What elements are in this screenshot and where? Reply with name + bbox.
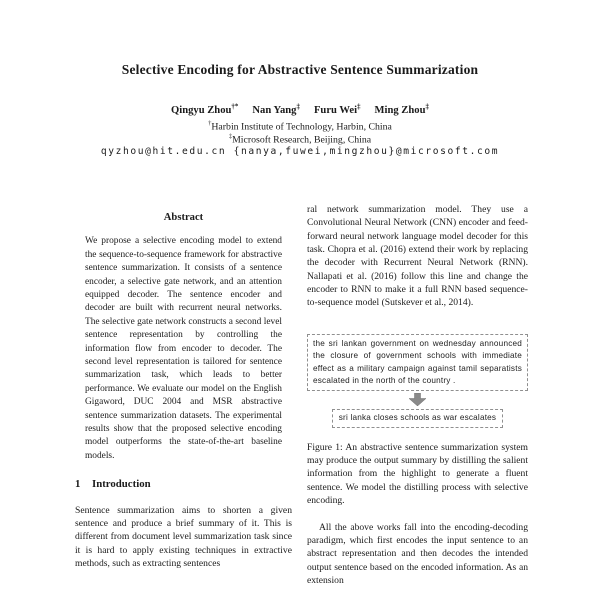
section-number: 1	[75, 478, 81, 491]
affiliation-1	[0, 120, 600, 132]
introduction-paragraph: Sentence summarization aims to shorten a given sentence and produce a brief summary of it. This is different from document level summarization task since it is hard to apply existing techniques in extractive methods, such as extracting sentences	[75, 504, 292, 569]
figure-1-caption: Figure 1: An abstractive sentence summarization system may produce the output summary by distilling the salient information from the highlight to generate a fluent sentence. We model the distilling process with selective encoding.	[307, 441, 528, 507]
section-heading-introduction	[75, 478, 292, 491]
encoding-decoding-paragraph: All the above works fall into the encoding-decoding paradigm, which first encodes the input sentence to an abstract representation and then decodes the intended output sentence based on the encoded information. As an extension	[307, 521, 528, 586]
paper-title: Selective Encoding for Abstractive Sentence Summarization	[121, 62, 479, 77]
author-1	[171, 102, 239, 116]
figure-1	[307, 334, 528, 428]
figure-source-sentence-box: the sri lankan government on wednesday announced the closure of government schools with immediate effect as a military campaign against tamil separatists escalated in the north of the country .	[307, 334, 528, 392]
email-line: qyzhou@hit.edu.cn {nanya,fuwei,mingzhou}@microsoft.com	[100, 146, 500, 157]
abstract-heading: Abstract	[163, 212, 204, 223]
figure-summary-sentence-box: sri lanka closes schools as war escalates	[332, 409, 503, 427]
author-4	[374, 102, 429, 116]
related-work-paragraph: ral network summarization model. They use a Convolutional Neural Network (CNN) encoder and feed-forward neural network language model decoder for this task. Chopra et al. (2016) extend their work by replacing the decoder with Recurrent Neural Network (RNN). Nallapati et al. (2016) follow this line and change the encoder to RNN to make it a full RNN based sequence-to-sequence model (Sutskever et al., 2014).	[307, 204, 528, 309]
author-3	[313, 102, 361, 116]
author-3-name: Furu Wei	[313, 104, 358, 116]
affiliation-2-mark: ‡	[228, 133, 233, 140]
affiliation-2	[0, 133, 600, 145]
author-2-affiliation-mark: ‡	[296, 102, 300, 110]
author-1-affiliation-mark: †*	[231, 102, 239, 110]
figure-summary-row	[307, 409, 528, 427]
author-line	[0, 102, 600, 116]
affiliation-1-mark: †	[208, 120, 212, 127]
author-3-affiliation-mark: ‡	[357, 102, 361, 110]
affiliation-1-text: Harbin Institute of Technology, Harbin, China	[211, 121, 392, 133]
author-2	[252, 102, 300, 116]
right-column	[307, 203, 528, 587]
author-4-name: Ming Zhou	[374, 104, 426, 116]
author-2-name: Nan Yang	[252, 104, 297, 116]
section-title: Introduction	[92, 478, 151, 491]
left-column	[75, 207, 292, 570]
down-arrow-icon	[409, 393, 426, 406]
affiliation-2-text: Microsoft Research, Beijing, China	[232, 134, 372, 146]
abstract-text: We propose a selective encoding model to extend the sequence-to-sequence framework for abstractive sentence summarization. It consists of a sentence encoder, a selective gate network, and an attention equipped decoder. The sentence encoder and decoder are built with recurrent neural networks. The selective gate network constructs a second level sentence representation by controlling the information flow from encoder to decoder. The second level representation is tailored for sentence summarization task, which leads to better performance. We evaluate our model on the English Gigaword, DUC 2004 and MSR abstractive sentence summarization datasets. The experimental results show that the proposed selective encoding model outperforms the state-of-the-art baseline models.	[85, 236, 282, 461]
author-1-name: Qingyu Zhou	[171, 104, 232, 116]
author-4-affiliation-mark: ‡	[425, 102, 429, 110]
figure-arrow-row	[307, 393, 528, 406]
